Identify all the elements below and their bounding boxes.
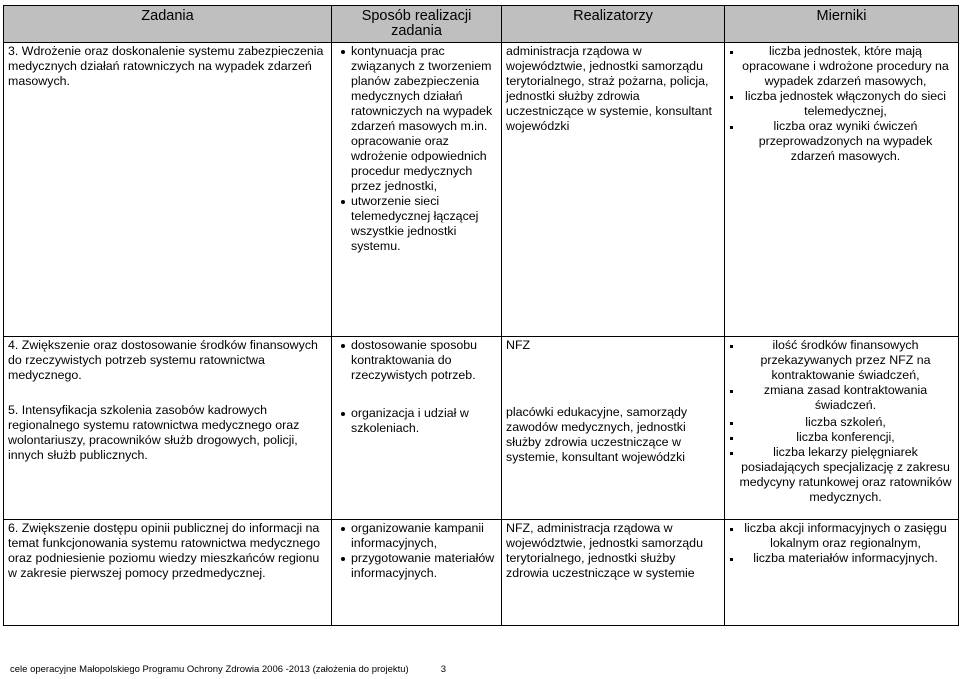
method-cell [332,520,502,626]
header-executors: Realizatorzy [502,6,725,43]
list-item: liczba jednostek włączonych do sieci telemedycznej, [737,89,954,119]
header-method: Sposób realizacji zadania [332,6,502,43]
executors-cell [502,520,725,626]
list-item: liczba konferencji, [737,430,954,445]
list-item: liczba jednostek, które mają opracowane i wdrożone procedury na wypadek zdarzeń masowych, [737,44,954,89]
executors-text: placówki edukacyjne, samorządy zawodów medycznych, jednostki służby zdrowia uczestniczące w systemie, konsultant wojewódzki [506,405,688,464]
measures-list [729,521,954,566]
list-item: liczba szkoleń, [737,415,954,430]
executors-text: administracja rządowa w województwie, jednostki samorządu terytorialnego, straż pożarna, policja, jednostki służby zdrowia uczestniczące w systemie, konsultant wojewódzki [506,44,712,133]
footer-text: cele operacyjne Małopolskiego Programu Ochrony Zdrowia 2006 -2013 (założenia do projektu) [10,664,409,675]
list-item: organizowanie kampanii informacyjnych, [351,521,497,551]
executors-cell [502,43,725,337]
list-item: liczba akcji informacyjnych o zasięgu lokalnym oraz regionalnym, [737,521,954,551]
list-item: ilość środków finansowych przekazywanych przez NFZ na kontraktowanie świadczeń, [737,338,954,383]
method-list [336,406,497,436]
task-cell [4,520,332,626]
method-cell [332,337,502,520]
measures-cell [725,520,959,626]
task-text: 4. Zwiększenie oraz dostosowanie środków finansowych do rzeczywistych potrzeb systemu ratownictwa medycznego. [8,338,318,382]
header-tasks: Zadania [4,6,332,43]
table-row [4,43,959,337]
measures-list [729,338,954,413]
list-item: utworzenie sieci telemedycznej łączącej wszystkie jednostki systemu. [351,194,497,254]
list-item: liczba oraz wyniki ćwiczeń przeprowadzonych na wypadek zdarzeń masowych. [737,119,954,164]
table-row [4,337,959,520]
method-list [336,521,497,581]
measures-cell [725,43,959,337]
task-text: 6. Zwiększenie dostępu opinii publicznej do informacji na temat funkcjonowania systemu ratownictwa medycznego oraz podniesienie poziomu wiedzy mieszkańców regionu w zakresie pierwszej pomocy przedmedycznej. [8,521,320,580]
page-number: 3 [440,664,446,675]
executors-text: NFZ [506,338,531,352]
list-item: organizacja i udział w szkoleniach. [351,406,497,436]
method-list [336,338,497,383]
list-item: kontynuacja prac związanych z tworzeniem planów zabezpieczenia medycznych działań ratowniczych na wypadek zdarzeń masowych m.in. opracowanie oraz wdrożenie odpowiednich procedur medycznych przez jednostki, [351,44,497,194]
method-list [336,44,497,254]
header-measures: Mierniki [725,6,959,43]
task-cell [4,43,332,337]
measures-cell [725,337,959,520]
tasks-table [3,5,959,626]
table-header-row [4,6,959,43]
table-row [4,520,959,626]
measures-list [729,44,954,164]
list-item: liczba lekarzy pielęgniarek posiadających specjalizację z zakresu medycyny ratunkowej oraz ratowników medycznych. [737,445,954,505]
page-footer [10,664,446,675]
list-item: przygotowanie materiałów informacyjnych. [351,551,497,581]
executors-text: NFZ, administracja rządowa w województwie, jednostki samorządu terytorialnego, jednostki służby zdrowia uczestniczące w systemie [506,521,703,580]
task-text: 3. Wdrożenie oraz doskonalenie systemu zabezpieczenia medycznych działań ratowniczych na wypadek zdarzeń masowych. [8,44,324,88]
list-item: dostosowanie sposobu kontraktowania do rzeczywistych potrzeb. [351,338,497,383]
task-text: 5. Intensyfikacja szkolenia zasobów kadrowych regionalnego systemu ratownictwa medycznego oraz wolontariuszy, pracowników służb drogowych, policji, innych służb publicznych. [8,403,300,462]
list-item: liczba materiałów informacyjnych. [737,551,954,566]
executors-cell [502,337,725,520]
list-item: zmiana zasad kontraktowania świadczeń. [737,383,954,413]
task-cell [4,337,332,520]
measures-list [729,415,954,505]
method-cell [332,43,502,337]
